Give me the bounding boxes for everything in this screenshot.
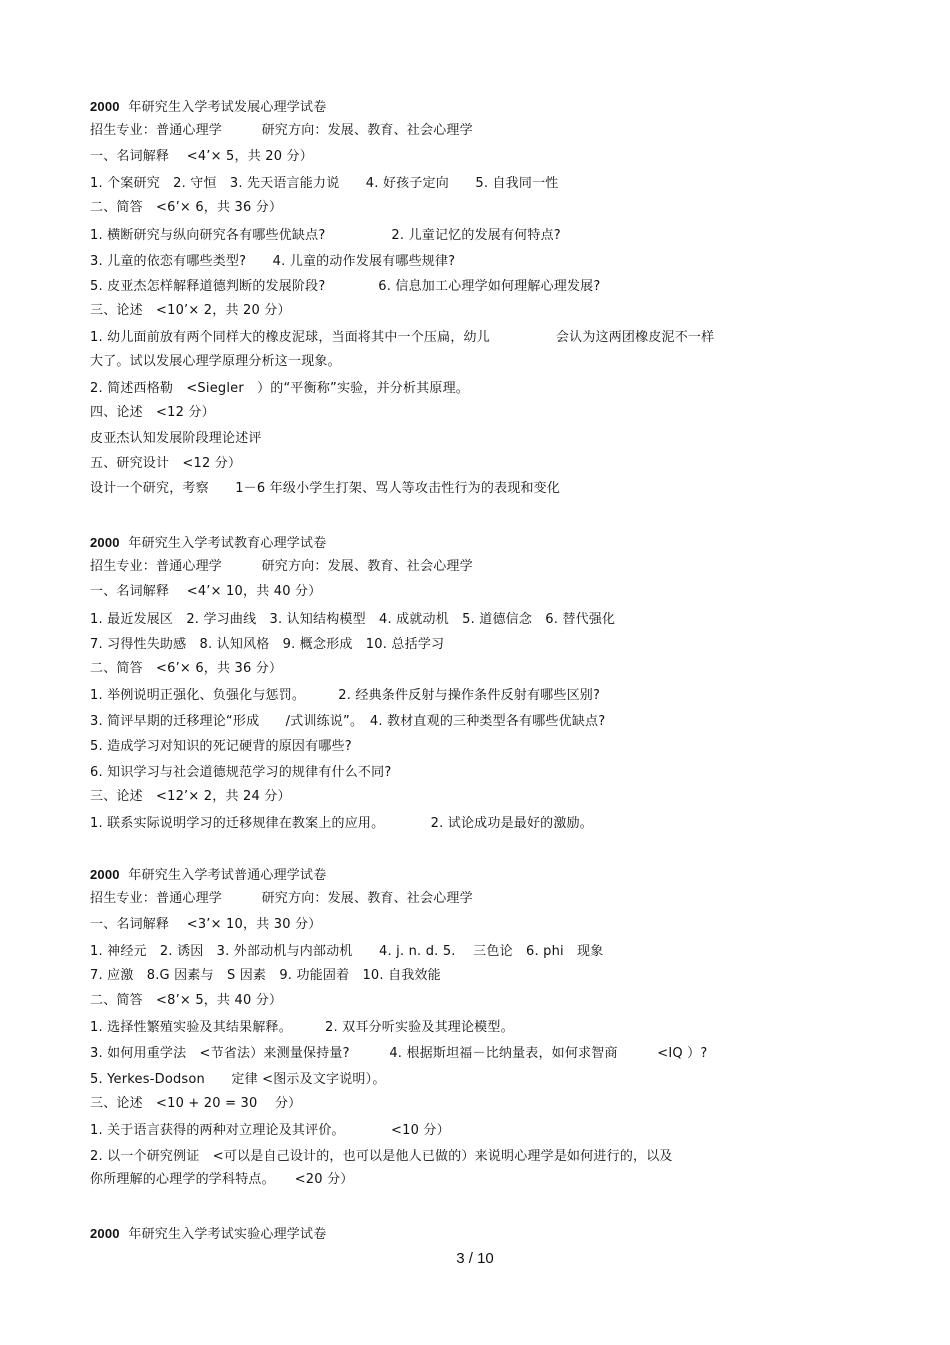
text-line: 一、名词解释 <4’× 5，共 20 分） [90,149,313,164]
text-line: 2. 简述西格勒 <Siegler ）的“平衡称”实验，并分析其原理。 [90,381,469,396]
text-line: 大了。试以发展心理学原理分析这一现象。 [90,354,341,369]
text-line: 1. 神经元 2. 诱因 3. 外部动机与内部动机 4. j. n. d. 5. 三色论 6. phi 现象 [90,944,604,959]
text-line: 一、名词解释 <4’× 10，共 40 分） [90,584,322,599]
text-line: 5. 皮亚杰怎样解释道德判断的发展阶段? 6. 信息加工心理学如何理解心理发展? [90,279,601,294]
exam-year: 2000 [90,535,120,550]
text-line: 招生专业：普通心理学 研究方向：发展、教育、社会心理学 [90,891,473,906]
text-line: 1. 最近发展区 2. 学习曲线 3. 认知结构模型 4. 成就动机 5. 道德信念 6. 替代强化 [90,612,616,627]
text-line: 1. 联系实际说明学习的迁移规律在教案上的应用。 2. 试论成功是最好的激励。 [90,816,593,831]
section-title: 2000 年研究生入学考试发展心理学试卷 [90,99,327,115]
text-line: 5. 造成学习对知识的死记硬背的原因有哪些? [90,739,352,754]
text-line: 三、论述 <10’× 2，共 20 分） [90,303,291,318]
text-line: 1. 关于语言获得的两种对立理论及其评价。 <10 分） [90,1123,450,1138]
text-line: 5. Yerkes-Dodson 定律 <图示及文字说明）。 [90,1072,386,1087]
text-line: 三、论述 <10 + 20 = 30 分） [90,1096,302,1111]
text-line: 你所理解的心理学的学科特点。 <20 分） [90,1172,354,1187]
exam-year: 2000 [90,99,120,114]
exam-year: 2000 [90,867,120,882]
page-number: 3 / 10 [456,1250,494,1267]
text-line: 1. 举例说明正强化、负强化与惩罚。 2. 经典条件反射与操作条件反射有哪些区别? [90,688,601,703]
text-line: 1. 选择性繁殖实验及其结果解释。 2. 双耳分听实验及其理论模型。 [90,1020,514,1035]
text-line: 7. 应激 8.G 因素与 S 因素 9. 功能固着 10. 自我效能 [90,968,441,983]
text-line: 6. 知识学习与社会道德规范学习的规律有什么不同? [90,765,392,780]
text-line: 3. 简评早期的迁移理论“形成 /式训练说”。 4. 教材直观的三种类型各有哪些优缺点? [90,714,606,729]
exam-year: 2000 [90,1226,120,1241]
text-line: 一、名词解释 <3’× 10，共 30 分） [90,917,322,932]
text-line: 3. 如何用重学法 <节省法）来测量保持量? 4. 根据斯坦福－比纳量表，如何求智商 <IQ ）? [90,1046,708,1061]
text-line: 二、简答 <6’× 6，共 36 分） [90,200,283,215]
text-line: 二、简答 <8’× 5，共 40 分） [90,993,283,1008]
section-title: 2000 年研究生入学考试普通心理学试卷 [90,867,327,883]
text-line: 三、论述 <12’× 2，共 24 分） [90,789,291,804]
text-line: 皮亚杰认知发展阶段理论述评 [90,431,262,446]
text-line: 7. 习得性失助感 8. 认知风格 9. 概念形成 10. 总括学习 [90,637,445,652]
text-line: 3. 儿童的依恋有哪些类型? 4. 儿童的动作发展有哪些规律? [90,254,456,269]
text-line: 设计一个研究，考察 1－6 年级小学生打架、骂人等攻击性行为的表现和变化 [90,481,561,496]
text-line: 招生专业：普通心理学 研究方向：发展、教育、社会心理学 [90,123,473,138]
text-line: 招生专业：普通心理学 研究方向：发展、教育、社会心理学 [90,559,473,574]
section-title: 2000 年研究生入学考试教育心理学试卷 [90,535,327,551]
text-line: 2. 以一个研究例证 <可以是自己设计的，也可以是他人已做的）来说明心理学是如何进行的，以及 [90,1149,673,1164]
text-line: 四、论述 <12 分） [90,405,215,420]
section-title: 2000 年研究生入学考试实验心理学试卷 [90,1226,327,1242]
text-line: 1. 横断研究与纵向研究各有哪些优缺点? 2. 儿童记忆的发展有何特点? [90,228,561,243]
text-line: 1. 幼儿面前放有两个同样大的橡皮泥球，当面将其中一个压扁，幼儿 会认为这两团橡皮泥不一样 [90,330,715,345]
text-line: 二、简答 <6’× 6，共 36 分） [90,661,283,676]
text-line: 1. 个案研究 2. 守恒 3. 先天语言能力说 4. 好孩子定向 5. 自我同一性 [90,176,559,191]
text-line: 五、研究设计 <12 分） [90,456,242,471]
